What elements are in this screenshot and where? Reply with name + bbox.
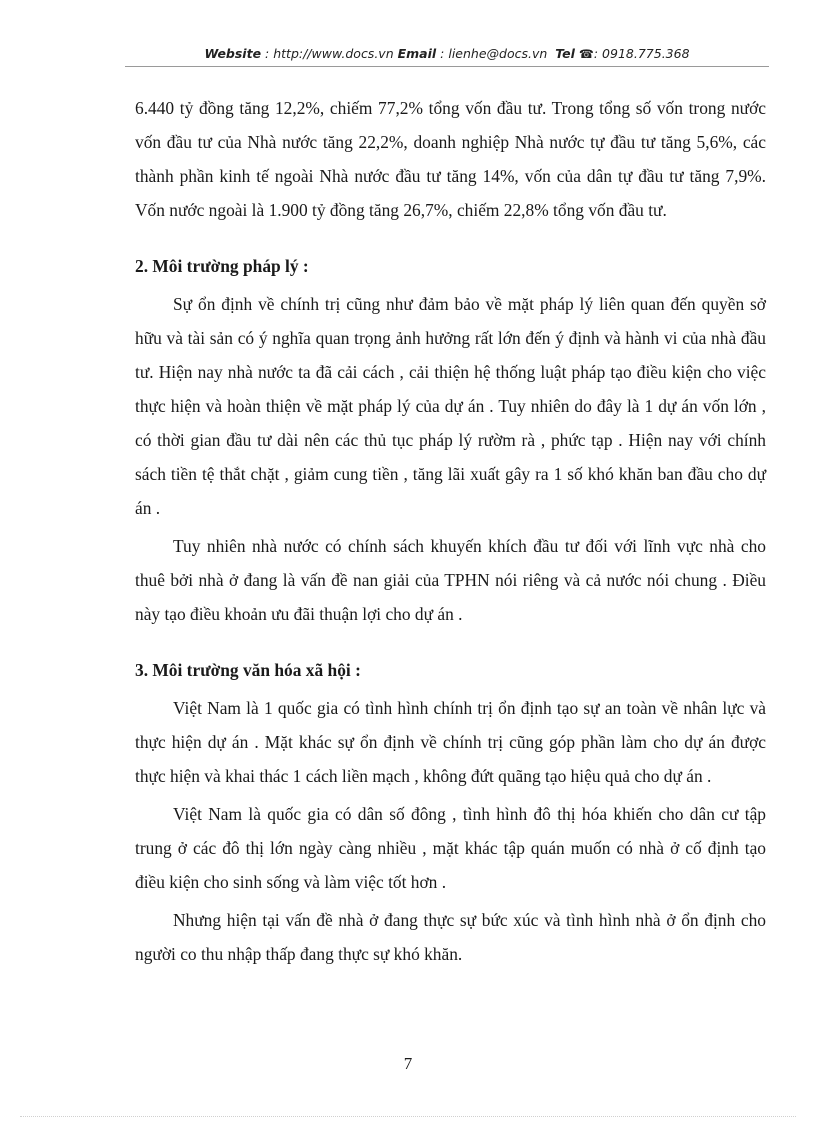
paragraph-3: Tuy nhiên nhà nước có chính sách khuyến khích đầu tư đối với lĩnh vực nhà cho thuê bởi nhà ở đang là vấn đề nan giải của TPHN nói riêng và cả nước nói chung . Điều này tạo điều khoản ưu đãi thuận lợi cho dự án . — [135, 536, 766, 624]
website-link[interactable]: http://www.docs.vn — [273, 46, 394, 61]
paragraph-6: Nhưng hiện tại vấn đề nhà ở đang thực sự bức xúc và tình hình nhà ở ổn định cho người co thu nhập thấp đang thực sự khó khăn. — [135, 910, 766, 964]
telephone-icon: ☎ — [578, 47, 594, 61]
page-bottom-border — [20, 1116, 796, 1117]
website-separator: : — [261, 46, 274, 61]
email-label: Email — [397, 46, 437, 61]
website-label: Website — [204, 46, 262, 61]
section-heading-2: 2. Môi trường pháp lý : — [135, 256, 309, 276]
page-header — [125, 46, 769, 61]
header-divider — [125, 66, 769, 67]
tel-label: Tel — [555, 46, 575, 61]
tel-value: : 0918.775.368 — [593, 46, 690, 61]
email-separator: : — [436, 46, 449, 61]
paragraph-4: Việt Nam là 1 quốc gia có tình hình chính trị ổn định tạo sự an toàn về nhân lực và thực hiện dự án . Mặt khác sự ổn định về chính trị cũng góp phần làm cho dự án được thực hiện và khai thác 1 cách liền mạch , không đứt quãng tạo hiệu quả cho dự án . — [135, 698, 766, 786]
section-heading-3: 3. Môi trường văn hóa xã hội : — [135, 660, 361, 680]
paragraph-1: 6.440 tỷ đồng tăng 12,2%, chiếm 77,2% tổng vốn đầu tư. Trong tổng số vốn trong nước vốn đầu tư của Nhà nước tăng 22,2%, doanh nghiệp Nhà nước tự đầu tư tăng 5,6%, các thành phần kinh tế ngoài Nhà nước đầu tư tăng 14%, vốn của dân tự đầu tư tăng 7,9%. Vốn nước ngoài là 1.900 tỷ đồng tăng 26,7%, chiếm 22,8% tổng vốn đầu tư. — [135, 98, 766, 220]
document-body — [135, 91, 766, 971]
page-number: 7 — [403, 1054, 413, 1073]
paragraph-5: Việt Nam là quốc gia có dân số đông , tình hình đô thị hóa khiến cho dân cư tập trung ở các đô thị lớn ngày càng nhiều , mặt khác tập quán muốn có nhà ở cố định tạo điều kiện cho sinh sống và làm việc tốt hơn . — [135, 804, 766, 892]
paragraph-2: Sự ổn định về chính trị cũng như đảm bảo về mặt pháp lý liên quan đến quyền sở hữu và tài sản có ý nghĩa quan trọng ảnh hưởng rất lớn đến ý định và hành vi của nhà đầu tư. Hiện nay nhà nước ta đã cải cách , cải thiện hệ thống luật pháp tạo điều kiện cho việc thực hiện và hoàn thiện về mặt pháp lý của dự án . Tuy nhiên do đây là 1 dự án vốn lớn , có thời gian đầu tư dài nên các thủ tục pháp lý rườm rà , phức tạp . Hiện nay với chính sách tiền tệ thắt chặt , giảm cung tiền , tăng lãi xuất gây ra 1 số khó khăn ban đầu cho dự án . — [135, 294, 766, 518]
email-link[interactable]: lienhe@docs.vn — [448, 46, 548, 61]
